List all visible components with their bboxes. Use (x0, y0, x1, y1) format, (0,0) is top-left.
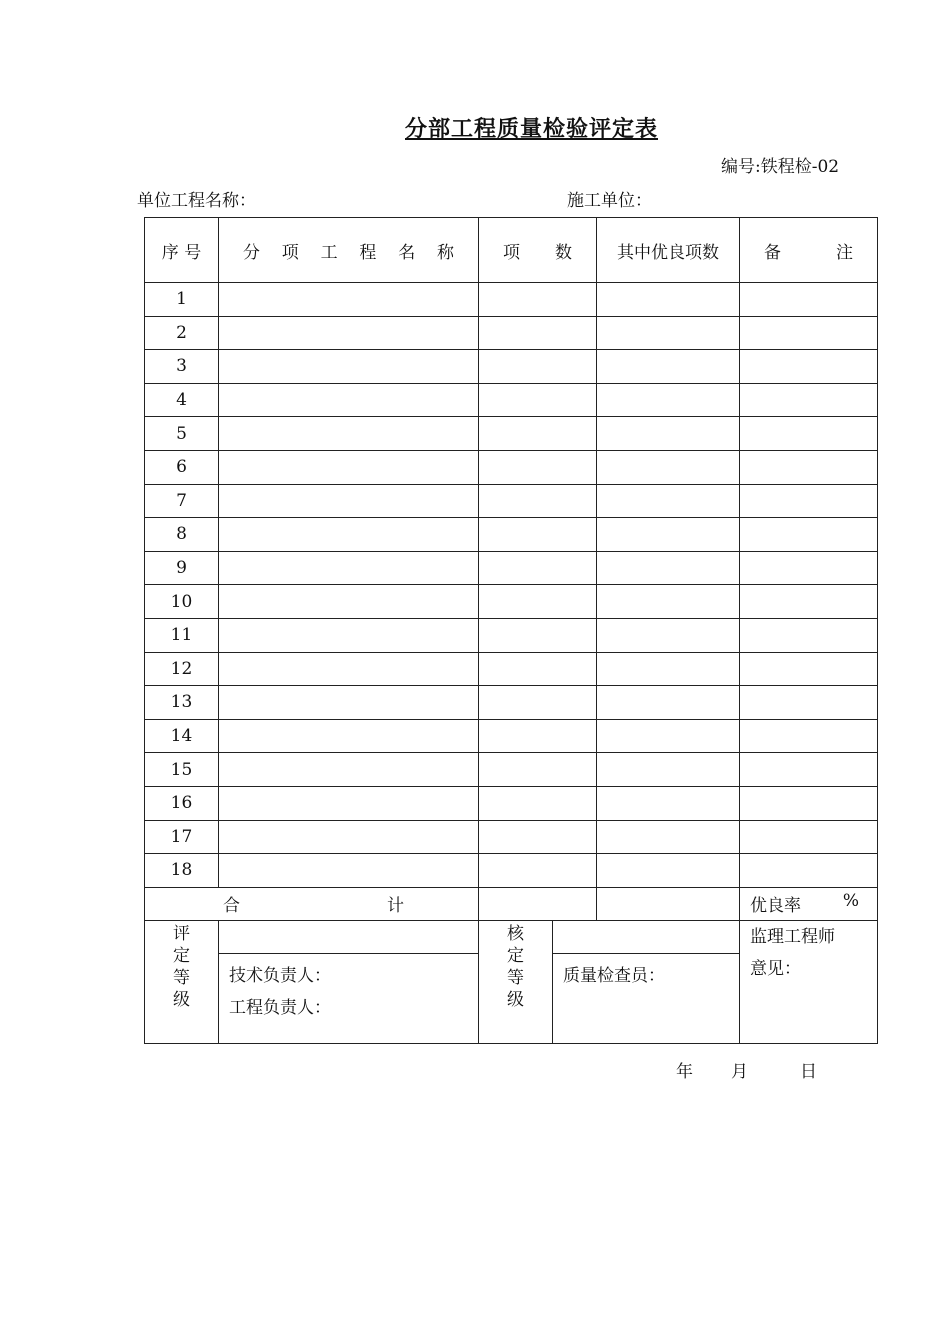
evaluation-table (144, 217, 878, 1044)
total-label: 合 计 (145, 887, 479, 920)
table-row (145, 686, 878, 720)
item-count-cell[interactable] (479, 350, 597, 384)
table-row (145, 518, 878, 552)
item-count-cell[interactable] (479, 383, 597, 417)
table-row (145, 585, 878, 619)
item-name-cell[interactable] (219, 484, 479, 518)
header-item-name: 分 项 工 程 名 称 (219, 218, 479, 283)
header-remarks: 备 注 (740, 218, 878, 283)
remarks-cell[interactable] (740, 551, 878, 585)
row-number: 3 (145, 350, 219, 384)
page-title: 分部工程质量检验评定表 (405, 116, 659, 142)
row-number: 6 (145, 450, 219, 484)
signature-date: 年 月 日 (676, 1062, 817, 1082)
excellent-count-cell[interactable] (597, 719, 740, 753)
unit-project-name-label: 单位工程名称： (137, 191, 256, 211)
supervisor-opinion[interactable]: 监理工程师 意见： (740, 920, 878, 1043)
item-count-cell[interactable] (479, 753, 597, 787)
item-name-cell[interactable] (219, 551, 479, 585)
remarks-cell[interactable] (740, 383, 878, 417)
item-name-cell[interactable] (219, 753, 479, 787)
excellent-count-cell[interactable] (597, 551, 740, 585)
remarks-cell[interactable] (740, 283, 878, 317)
table-row (145, 753, 878, 787)
row-number: 14 (145, 719, 219, 753)
excellent-count-cell[interactable] (597, 686, 740, 720)
document-number: 编号:铁程检-02 (721, 157, 840, 177)
item-count-cell[interactable] (479, 719, 597, 753)
row-number: 16 (145, 786, 219, 820)
row-number: 11 (145, 618, 219, 652)
excellent-count-cell[interactable] (597, 820, 740, 854)
verify-label: 核 定 等 级 (479, 920, 553, 1043)
item-count-cell[interactable] (479, 484, 597, 518)
remarks-cell[interactable] (740, 786, 878, 820)
responsible-persons[interactable]: 技术负责人： 工程负责人： (219, 953, 479, 1043)
row-number: 2 (145, 316, 219, 350)
item-count-cell[interactable] (479, 686, 597, 720)
table-row (145, 786, 878, 820)
excellent-count-cell[interactable] (597, 585, 740, 619)
remarks-cell[interactable] (740, 518, 878, 552)
header-count: 项 数 (479, 218, 597, 283)
table-row (145, 450, 878, 484)
item-name-cell[interactable] (219, 719, 479, 753)
item-name-cell[interactable] (219, 652, 479, 686)
item-count-cell[interactable] (479, 283, 597, 317)
excellent-count-cell[interactable] (597, 450, 740, 484)
item-name-cell[interactable] (219, 383, 479, 417)
row-number: 9 (145, 551, 219, 585)
row-number: 13 (145, 686, 219, 720)
total-excellent-cell[interactable] (597, 887, 740, 920)
row-number: 15 (145, 753, 219, 787)
table-row (145, 316, 878, 350)
row-number: 7 (145, 484, 219, 518)
table-row (145, 820, 878, 854)
remarks-cell[interactable] (740, 417, 878, 451)
item-count-cell[interactable] (479, 618, 597, 652)
remarks-cell[interactable] (740, 585, 878, 619)
table-row (145, 484, 878, 518)
table-row (145, 551, 878, 585)
grade-label: 评 定 等 级 (145, 920, 219, 1043)
item-name-cell[interactable] (219, 786, 479, 820)
remarks-cell[interactable] (740, 618, 878, 652)
table-row (145, 283, 878, 317)
item-count-cell[interactable] (479, 854, 597, 888)
total-count-cell[interactable] (479, 887, 597, 920)
remarks-cell[interactable] (740, 753, 878, 787)
excellent-count-cell[interactable] (597, 484, 740, 518)
excellent-count-cell[interactable] (597, 350, 740, 384)
quality-inspector[interactable]: 质量检查员： (553, 953, 740, 1043)
row-number: 12 (145, 652, 219, 686)
item-count-cell[interactable] (479, 518, 597, 552)
item-count-cell[interactable] (479, 820, 597, 854)
table-row (145, 854, 878, 888)
row-number: 5 (145, 417, 219, 451)
item-count-cell[interactable] (479, 316, 597, 350)
row-number: 10 (145, 585, 219, 619)
item-name-cell[interactable] (219, 854, 479, 888)
remarks-cell[interactable] (740, 316, 878, 350)
item-name-cell[interactable] (219, 518, 479, 552)
item-name-cell[interactable] (219, 618, 479, 652)
excellent-count-cell[interactable] (597, 786, 740, 820)
row-number: 4 (145, 383, 219, 417)
item-name-cell[interactable] (219, 283, 479, 317)
construction-unit-label: 施工单位： (567, 191, 652, 211)
excellent-rate[interactable]: 优良率 % (740, 887, 878, 920)
header-excellent-count: 其中优良项数 (597, 218, 740, 283)
item-name-cell[interactable] (219, 350, 479, 384)
table-row (145, 350, 878, 384)
item-name-cell[interactable] (219, 417, 479, 451)
excellent-count-cell[interactable] (597, 518, 740, 552)
item-count-cell[interactable] (479, 417, 597, 451)
item-count-cell[interactable] (479, 585, 597, 619)
item-name-cell[interactable] (219, 686, 479, 720)
table-row (145, 383, 878, 417)
remarks-cell[interactable] (740, 820, 878, 854)
item-count-cell[interactable] (479, 551, 597, 585)
row-number: 17 (145, 820, 219, 854)
excellent-count-cell[interactable] (597, 417, 740, 451)
row-number: 1 (145, 283, 219, 317)
excellent-count-cell[interactable] (597, 383, 740, 417)
excellent-count-cell[interactable] (597, 753, 740, 787)
item-count-cell[interactable] (479, 786, 597, 820)
remarks-cell[interactable] (740, 719, 878, 753)
item-count-cell[interactable] (479, 652, 597, 686)
excellent-count-cell[interactable] (597, 854, 740, 888)
header-seq: 序 号 (145, 218, 219, 283)
table-row (145, 652, 878, 686)
table-row (145, 417, 878, 451)
item-name-cell[interactable] (219, 820, 479, 854)
item-name-cell[interactable] (219, 585, 479, 619)
row-number: 18 (145, 854, 219, 888)
remarks-cell[interactable] (740, 854, 878, 888)
excellent-count-cell[interactable] (597, 618, 740, 652)
grade-value-cell[interactable] (219, 920, 479, 953)
table-body (145, 283, 878, 888)
table-row (145, 618, 878, 652)
remarks-cell[interactable] (740, 450, 878, 484)
excellent-count-cell[interactable] (597, 283, 740, 317)
row-number: 8 (145, 518, 219, 552)
verify-value-cell[interactable] (553, 920, 740, 953)
remarks-cell[interactable] (740, 350, 878, 384)
item-name-cell[interactable] (219, 316, 479, 350)
remarks-cell[interactable] (740, 484, 878, 518)
table-row (145, 719, 878, 753)
item-count-cell[interactable] (479, 450, 597, 484)
excellent-count-cell[interactable] (597, 316, 740, 350)
item-name-cell[interactable] (219, 450, 479, 484)
excellent-count-cell[interactable] (597, 652, 740, 686)
remarks-cell[interactable] (740, 686, 878, 720)
remarks-cell[interactable] (740, 652, 878, 686)
